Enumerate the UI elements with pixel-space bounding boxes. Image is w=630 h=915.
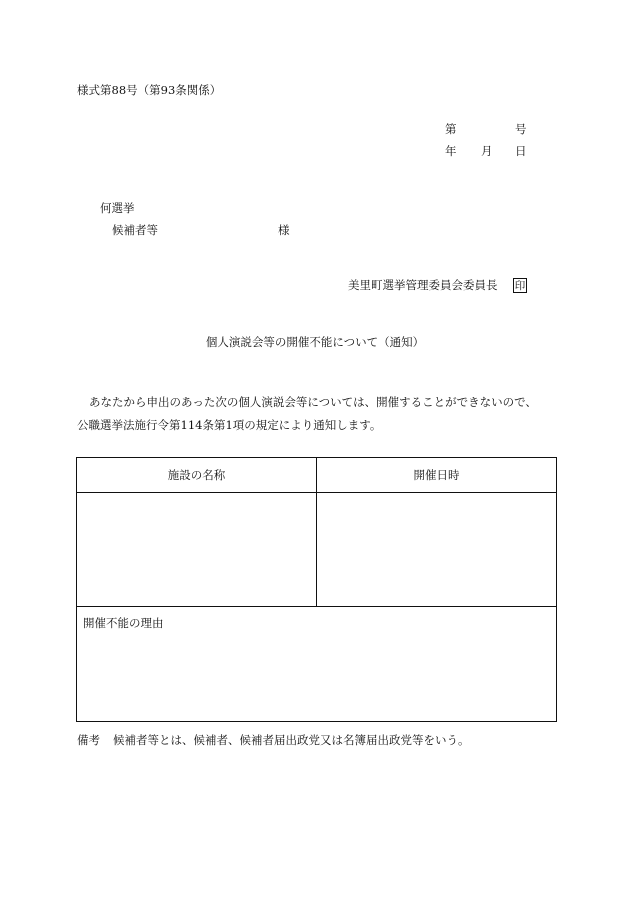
- document-title: 個人演説会等の開催不能について（通知）: [205, 335, 425, 349]
- date-day-label: 日: [515, 144, 527, 158]
- date-month-label: 月: [481, 144, 493, 158]
- seal-mark: 印: [514, 280, 526, 292]
- addressee-honorific: 様: [278, 223, 290, 237]
- header-datetime: 開催日時: [413, 468, 460, 482]
- date-year-label: 年: [445, 144, 457, 158]
- body-text-line-1: あなたから申出のあった次の個人演説会等については、開催することができないので、: [89, 395, 537, 409]
- doc-number-prefix: 第: [445, 122, 457, 136]
- notice-table: [76, 457, 557, 722]
- doc-number-suffix: 号: [515, 122, 527, 136]
- reason-label: 開催不能の理由: [83, 616, 164, 630]
- form-number: 様式第88号（第93条関係）: [77, 83, 222, 97]
- addressee-candidate: 候補者等: [112, 223, 158, 237]
- remark-label: 備考: [77, 733, 100, 747]
- remark-text: 候補者等とは、候補者、候補者届出政党又は名簿届出政党等をいう。: [113, 733, 470, 747]
- body-text-line-2: 公職選挙法施行令第114条第1項の規定により通知します。: [77, 418, 382, 432]
- table-divider-column: [316, 458, 317, 607]
- issuer-title: 美里町選挙管理委員会委員長: [348, 278, 498, 292]
- header-facility-name: 施設の名称: [167, 468, 226, 482]
- table-divider-reason: [77, 606, 556, 607]
- addressee-election: 何選挙: [100, 201, 135, 215]
